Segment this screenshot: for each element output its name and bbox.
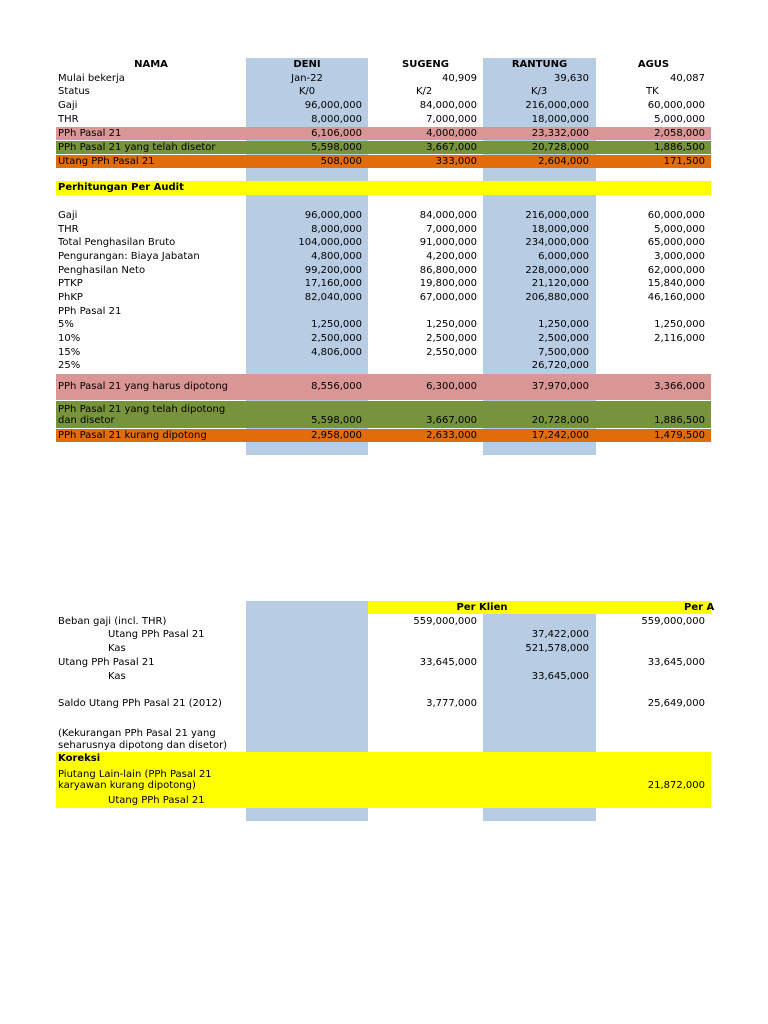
cell: 2,633,000 bbox=[426, 430, 477, 441]
cell: 4,800,000 bbox=[311, 251, 362, 262]
cell: 8,556,000 bbox=[311, 381, 362, 392]
cell: 7,500,000 bbox=[538, 347, 589, 358]
cell: 65,000,000 bbox=[647, 237, 705, 248]
cell: 96,000,000 bbox=[304, 210, 362, 221]
cell: 1,886,500 bbox=[654, 415, 705, 426]
cell: 216,000,000 bbox=[525, 210, 589, 221]
cell: 3,667,000 bbox=[426, 415, 477, 426]
row-label: Gaji bbox=[58, 210, 78, 221]
row-label: Gaji bbox=[58, 100, 78, 111]
cell: 2,116,000 bbox=[654, 333, 705, 344]
cell: 62,000,000 bbox=[647, 265, 705, 276]
cell: 1,479,500 bbox=[654, 430, 705, 441]
cell: 1,886,500 bbox=[654, 142, 705, 153]
cell: 5,000,000 bbox=[654, 114, 705, 125]
saldo-label: Saldo Utang PPh Pasal 21 (2012) bbox=[58, 698, 222, 709]
header-deni: DENI bbox=[293, 59, 321, 70]
row-label: THR bbox=[58, 224, 79, 235]
row-label: Status bbox=[58, 86, 90, 97]
cell: 60,000,000 bbox=[647, 210, 705, 221]
cell: 4,000,000 bbox=[426, 128, 477, 139]
row-label: 5% bbox=[58, 319, 74, 330]
cell: 99,200,000 bbox=[304, 265, 362, 276]
cell: 508,000 bbox=[320, 156, 362, 167]
cell: 86,800,000 bbox=[419, 265, 477, 276]
row-label: Pengurangan: Biaya Jabatan bbox=[58, 251, 200, 262]
piutang-line1: Piutang Lain-lain (PPh Pasal 21 bbox=[58, 769, 212, 780]
header-rantung: RANTUNG bbox=[511, 59, 568, 70]
cell: 67,000,000 bbox=[419, 292, 477, 303]
cell: 60,000,000 bbox=[647, 100, 705, 111]
cell: K/3 bbox=[531, 86, 548, 97]
beban-label: Beban gaji (incl. THR) bbox=[58, 616, 167, 627]
cell: 26,720,000 bbox=[531, 360, 589, 371]
saldo-klien: 3,777,000 bbox=[426, 698, 477, 709]
cell: 8,000,000 bbox=[311, 114, 362, 125]
cell: 2,604,000 bbox=[538, 156, 589, 167]
kas2-label: Kas bbox=[108, 671, 126, 682]
cell: K/0 bbox=[298, 86, 316, 97]
cell: 37,970,000 bbox=[531, 381, 589, 392]
row-label: Mulai bekerja bbox=[58, 73, 125, 84]
koreksi-label: Koreksi bbox=[58, 753, 101, 764]
cell: 3,366,000 bbox=[654, 381, 705, 392]
harus-label: PPh Pasal 21 yang harus dipotong bbox=[58, 381, 229, 392]
utang-sub-label: Utang PPh Pasal 21 bbox=[108, 629, 205, 640]
cell: 96,000,000 bbox=[304, 100, 362, 111]
kas-credit: 521,578,000 bbox=[525, 643, 589, 654]
cell: 3,667,000 bbox=[426, 142, 477, 153]
cell: 333,000 bbox=[435, 156, 477, 167]
note-line2: seharusnya dipotong dan disetor) bbox=[58, 740, 228, 751]
header-nama: NAMA bbox=[134, 59, 168, 70]
cell: 39,630 bbox=[554, 73, 589, 84]
cell: 40,909 bbox=[442, 73, 477, 84]
cell: 20,728,000 bbox=[531, 415, 589, 426]
header-sugeng: SUGENG bbox=[402, 59, 449, 70]
cell: 91,000,000 bbox=[419, 237, 477, 248]
kas2-credit: 33,645,000 bbox=[531, 671, 589, 682]
row-label: THR bbox=[58, 114, 79, 125]
cell: 4,806,000 bbox=[311, 347, 362, 358]
cell: 46,160,000 bbox=[647, 292, 705, 303]
utang-audit: 33,645,000 bbox=[647, 657, 705, 668]
cell: 4,200,000 bbox=[426, 251, 477, 262]
utang-label: Utang PPh Pasal 21 bbox=[58, 657, 155, 668]
row-label: PPh Pasal 21 yang telah disetor bbox=[58, 142, 216, 153]
cell: TK bbox=[646, 86, 659, 97]
piutang-value: 21,872,000 bbox=[647, 780, 705, 791]
cell: 15,840,000 bbox=[647, 278, 705, 289]
row-label: Total Penghasilan Bruto bbox=[58, 237, 176, 248]
cell: 1,250,000 bbox=[426, 319, 477, 330]
cell: 2,550,000 bbox=[426, 347, 477, 358]
cell: 17,160,000 bbox=[304, 278, 362, 289]
disetor-label-line2: dan disetor bbox=[58, 415, 115, 426]
utang-last-label: Utang PPh Pasal 21 bbox=[108, 795, 205, 806]
cell: 5,598,000 bbox=[311, 142, 362, 153]
row-label: 15% bbox=[58, 347, 81, 358]
cell: 234,000,000 bbox=[525, 237, 589, 248]
piutang-line2: karyawan kurang dipotong) bbox=[58, 780, 196, 791]
cell: 7,000,000 bbox=[426, 224, 477, 235]
cell: 23,332,000 bbox=[531, 128, 589, 139]
cell: 1,250,000 bbox=[311, 319, 362, 330]
cell: 17,242,000 bbox=[531, 430, 589, 441]
cell: 84,000,000 bbox=[419, 100, 477, 111]
row-label: 25% bbox=[58, 360, 81, 371]
cell: 19,800,000 bbox=[419, 278, 477, 289]
utang-debit: 33,645,000 bbox=[419, 657, 477, 668]
audit-title: Perhitungan Per Audit bbox=[58, 182, 184, 193]
row-label: PTKP bbox=[58, 278, 83, 289]
cell: 6,106,000 bbox=[311, 128, 362, 139]
row-label: PhKP bbox=[58, 292, 83, 303]
cell: 171,500 bbox=[663, 156, 705, 167]
cell: 8,000,000 bbox=[311, 224, 362, 235]
cell: 6,300,000 bbox=[426, 381, 477, 392]
cell: 82,040,000 bbox=[304, 292, 362, 303]
kas-label: Kas bbox=[108, 643, 126, 654]
row-label: 10% bbox=[58, 333, 81, 344]
cell: 5,598,000 bbox=[311, 415, 362, 426]
cell: 104,000,000 bbox=[298, 237, 362, 248]
per-klien-header: Per Klien bbox=[456, 602, 508, 613]
cell: 40,087 bbox=[670, 73, 705, 84]
per-audit-header: Per A bbox=[684, 602, 715, 613]
utang-sub-credit: 37,422,000 bbox=[531, 629, 589, 640]
row-label: PPh Pasal 21 bbox=[58, 128, 122, 139]
cell: 2,058,000 bbox=[654, 128, 705, 139]
beban-debit: 559,000,000 bbox=[413, 616, 477, 627]
cell: 7,000,000 bbox=[426, 114, 477, 125]
row-label: PPh Pasal 21 bbox=[58, 306, 122, 317]
header-agus: AGUS bbox=[637, 59, 670, 70]
note-line1: (Kekurangan PPh Pasal 21 yang bbox=[58, 728, 216, 739]
cell: 206,880,000 bbox=[525, 292, 589, 303]
cell: 18,000,000 bbox=[531, 114, 589, 125]
disetor-label-line1: PPh Pasal 21 yang telah dipotong bbox=[58, 404, 226, 415]
cell: Jan-22 bbox=[291, 73, 323, 84]
cell: 2,500,000 bbox=[311, 333, 362, 344]
cell: 2,500,000 bbox=[426, 333, 477, 344]
cell: 5,000,000 bbox=[654, 224, 705, 235]
row-label: Utang PPh Pasal 21 bbox=[58, 156, 155, 167]
cell: 3,000,000 bbox=[654, 251, 705, 262]
cell: 6,000,000 bbox=[538, 251, 589, 262]
cell: 2,500,000 bbox=[538, 333, 589, 344]
beban-audit: 559,000,000 bbox=[641, 616, 705, 627]
cell: 228,000,000 bbox=[525, 265, 589, 276]
cell: 20,728,000 bbox=[531, 142, 589, 153]
cell: 18,000,000 bbox=[531, 224, 589, 235]
cell: 1,250,000 bbox=[654, 319, 705, 330]
cell: 21,120,000 bbox=[531, 278, 589, 289]
cell: K/2 bbox=[416, 86, 433, 97]
row-label: Penghasilan Neto bbox=[58, 265, 146, 276]
cell: 2,958,000 bbox=[311, 430, 362, 441]
cell: 84,000,000 bbox=[419, 210, 477, 221]
cell: 216,000,000 bbox=[525, 100, 589, 111]
cell: 1,250,000 bbox=[538, 319, 589, 330]
kurang-label: PPh Pasal 21 kurang dipotong bbox=[58, 430, 207, 441]
saldo-audit: 25,649,000 bbox=[647, 698, 705, 709]
